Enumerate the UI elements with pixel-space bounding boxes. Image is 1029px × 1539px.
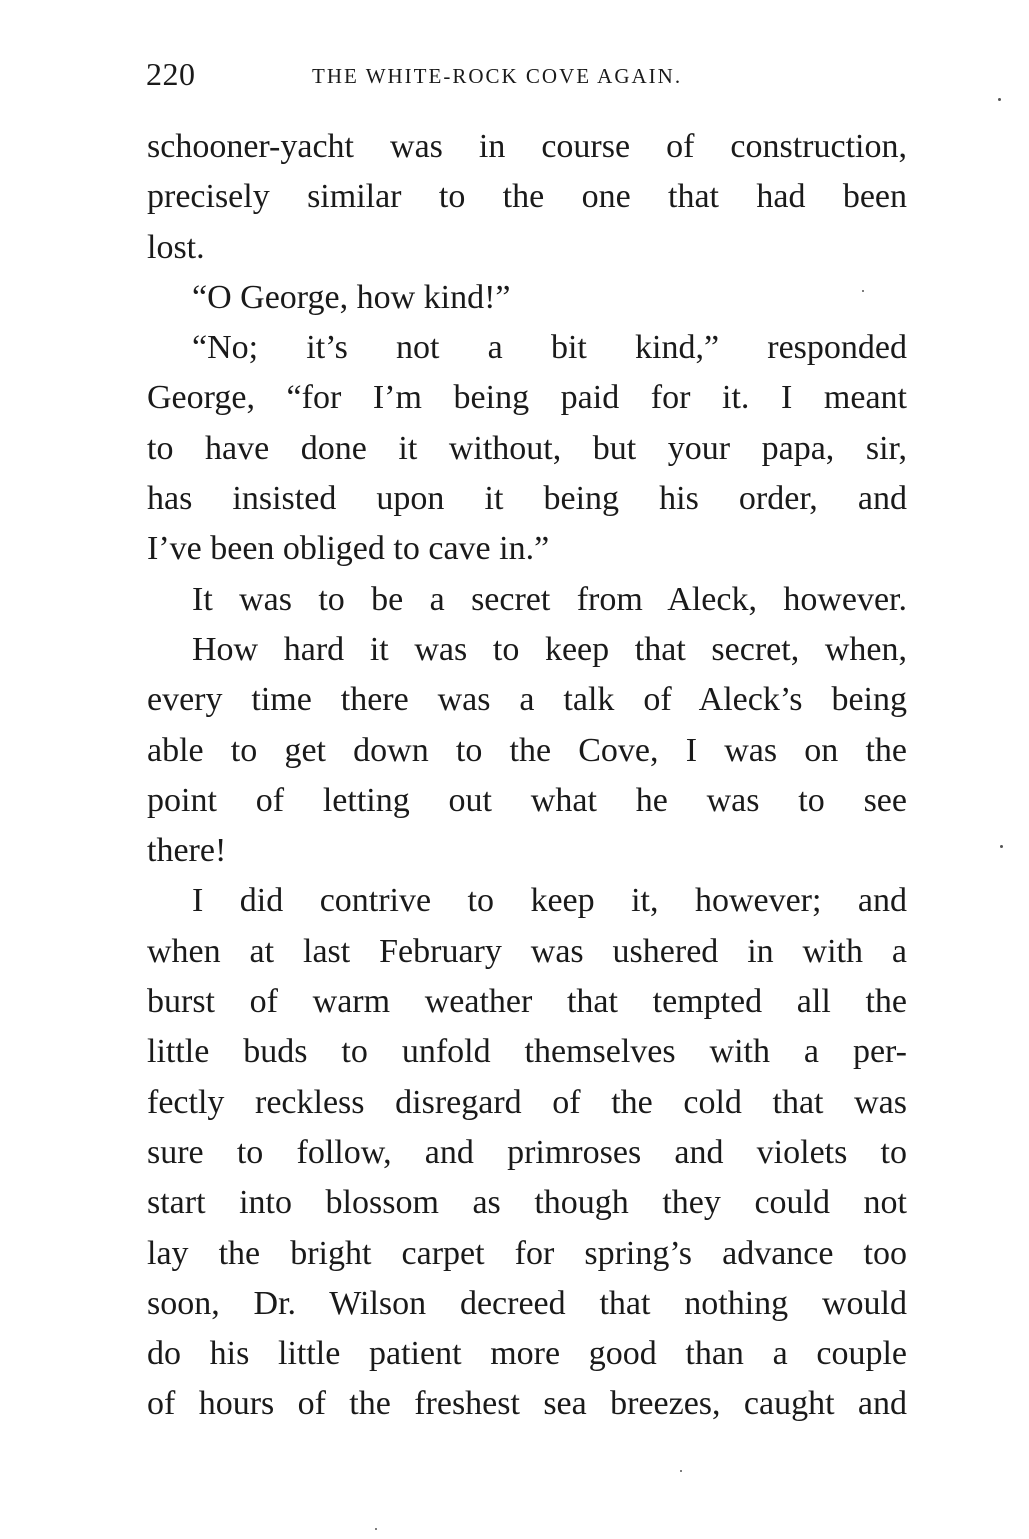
text-line: soon, Dr. Wilson decreed that nothing would <box>147 1284 907 1322</box>
scan-speck <box>998 98 1001 101</box>
scan-speck <box>680 1470 682 1472</box>
text-line: able to get down to the Cove, I was on the <box>147 731 907 769</box>
text-line: “O George, how kind!” <box>192 278 511 316</box>
text-line: do his little patient more good than a couple <box>147 1335 907 1373</box>
page-header <box>146 56 906 96</box>
text-line: I did contrive to keep it, however; and <box>192 882 907 920</box>
scan-speck <box>375 1528 377 1530</box>
text-line: fectly reckless disregard of the cold that was <box>147 1083 907 1121</box>
text-line: lay the bright carpet for spring’s advance too <box>147 1234 907 1272</box>
text-line: there! <box>147 832 227 870</box>
text-line: schooner-yacht was in course of construction, <box>147 128 907 165</box>
text-line: has insisted upon it being his order, and <box>147 480 907 518</box>
text-line: precisely similar to the one that had been <box>147 178 907 216</box>
text-line: lost. <box>147 228 205 266</box>
text-line: to have done it without, but your papa, sir, <box>147 429 907 467</box>
scan-speck <box>862 290 864 292</box>
text-line: of hours of the freshest sea breezes, caught and <box>147 1385 907 1423</box>
text-line: burst of warm weather that tempted all the <box>147 983 907 1021</box>
text-line: when at last February was ushered in with a <box>147 932 907 970</box>
text-line: It was to be a secret from Aleck, however. <box>192 580 907 618</box>
text-line: sure to follow, and primroses and violets to <box>147 1133 907 1171</box>
text-line: point of letting out what he was to see <box>147 781 907 819</box>
body-text <box>147 122 907 1430</box>
page-number: 220 <box>146 56 196 92</box>
running-head: THE WHITE-ROCK COVE AGAIN. <box>312 64 683 88</box>
scan-speck <box>1000 845 1003 848</box>
text-line: How hard it was to keep that secret, when, <box>192 630 907 668</box>
text-line: I’ve been obliged to cave in.” <box>147 530 550 568</box>
text-line: every time there was a talk of Aleck’s being <box>147 681 907 719</box>
text-line: George, “for I’m being paid for it. I meant <box>147 379 907 417</box>
text-line: “No; it’s not a bit kind,” responded <box>192 329 907 367</box>
text-line: little buds to unfold themselves with a per- <box>147 1033 907 1071</box>
text-line: start into blossom as though they could not <box>147 1184 907 1222</box>
